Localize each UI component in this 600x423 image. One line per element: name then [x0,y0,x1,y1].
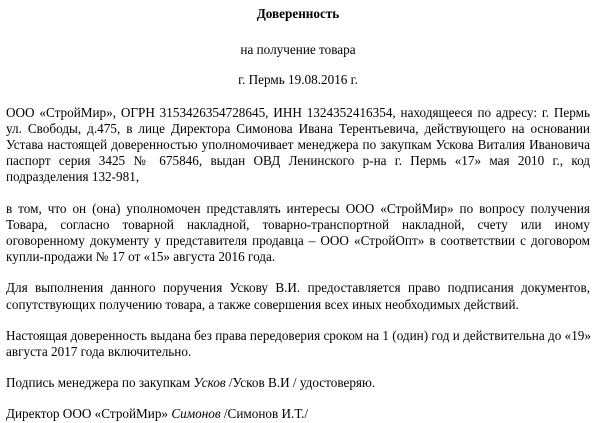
paragraph-line: сопутствующих получению товара, а также совершения всех иных необходимых действий. [6,296,519,312]
paragraph-authority [6,201,590,266]
paragraph-line: оговоренному документу у представителя продавца – ООО «СтройОпт» в соответствии с договором [6,233,590,249]
paragraph-line: Настоящая доверенность выдана без права передоверия сроком на 1 (один) год и действительна до «19» [6,327,591,343]
director-signature-suffix: /Симонов И.Т./ [223,406,309,422]
place-and-date: г. Пермь 19.08.2016 г. [238,72,358,88]
manager-signature-line [6,375,590,391]
paragraph-line: паспорт серия 3425 № 675846, выдан ОВД Ленинского р-на г. Пермь «17» мая 2010 г., код [6,153,590,169]
paragraph-rights [6,280,590,312]
document-subtitle: на получение товара [240,42,356,58]
manager-signature-suffix: /Усков В.И / удостоверяю. [228,375,376,391]
director-signature-label: Директор ООО «СтройМир» [6,406,169,422]
paragraph-line: Товара, согласно товарной накладной, товарно-транспортной накладной, счету или иному [6,216,590,232]
director-signature: Симонов [171,406,221,422]
paragraph-line: Устава настоящей доверенностью уполномочивает менеджера по закупкам Ускова Виталия Ивановича [6,137,590,153]
paragraph-line: Для выполнения данного поручения Ускову В.И. предоставляется право подписания документов, [6,280,590,296]
paragraph-line: купли-продажи № 17 от «15» августа 2016 года. [6,249,276,265]
manager-signature: Усков [193,375,226,391]
director-signature-line [6,406,590,422]
paragraph-line: ООО «СтройМир», ОГРН 3153426354728645, ИНН 1324352416354, находящееся по адресу: г. Пермь [6,104,590,120]
paragraph-grantor [6,105,590,186]
paragraph-line: в том, что он (она) уполномочен представлять интересы ООО «СтройМир» по вопросу получения [6,200,590,216]
paragraph-validity [6,328,590,360]
manager-signature-label: Подпись менеджера по закупкам [6,375,191,391]
paragraph-line: ул. Свободы, д.475, в лице Директора Симонова Ивана Терентьевича, действующего на основании [6,120,590,136]
paragraph-line: подразделения 132-981, [6,169,140,185]
document-title: Доверенность [256,6,340,21]
paragraph-line: августа 2017 года включительно. [6,344,192,360]
